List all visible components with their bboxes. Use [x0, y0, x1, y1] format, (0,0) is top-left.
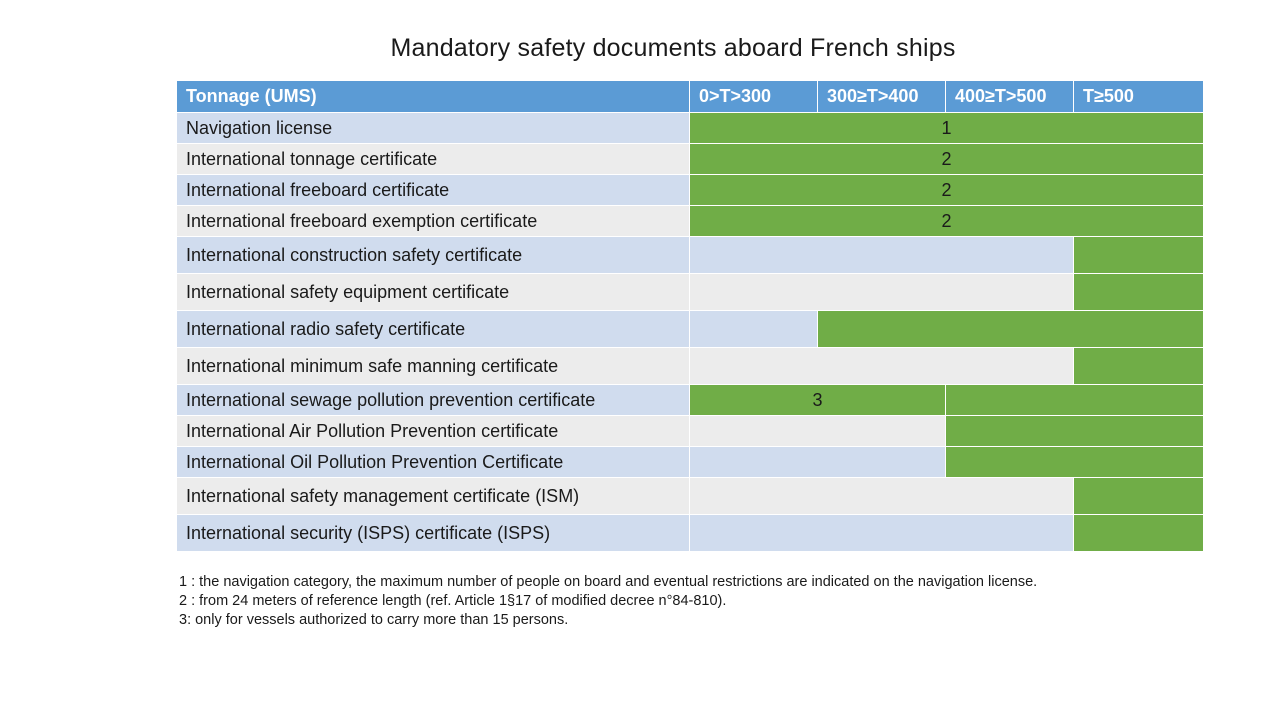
table-row: [177, 113, 1204, 144]
empty-cell: [690, 416, 946, 447]
row-label: International minimum safe manning certificate: [177, 348, 690, 385]
header-tonnage: Tonnage (UMS): [177, 81, 690, 113]
empty-cell: [690, 478, 1074, 515]
slide-title: Mandatory safety documents aboard French ships: [390, 34, 956, 62]
empty-cell: [690, 237, 1074, 274]
row-label: International Air Pollution Prevention certificate: [177, 416, 690, 447]
footnote-3: 3: only for vessels authorized to carry more than 15 persons.: [179, 612, 569, 628]
table-row: [177, 478, 1204, 515]
table-row: [177, 175, 1204, 206]
required-cell: 2: [690, 144, 1204, 175]
table-row: [177, 237, 1204, 274]
row-label: International sewage pollution prevention certificate: [177, 385, 690, 416]
row-label: International freeboard exemption certificate: [177, 206, 690, 237]
required-cell: [1074, 274, 1204, 311]
table-header-row: [177, 81, 1204, 113]
empty-cell: [690, 348, 1074, 385]
footnotes: [179, 573, 1169, 630]
empty-cell: [690, 311, 818, 348]
empty-cell: [690, 274, 1074, 311]
required-cell: [946, 447, 1204, 478]
row-label: Navigation license: [177, 113, 690, 144]
required-cell: [1074, 348, 1204, 385]
required-cell: [946, 385, 1204, 416]
required-cell: [818, 311, 1204, 348]
required-cell: 1: [690, 113, 1204, 144]
footnote-2: 2 : from 24 meters of reference length (ref. Article 1§17 of modified decree n°84-810).: [179, 593, 727, 609]
header-300-400: 300≥T>400: [818, 81, 946, 113]
table-row: [177, 447, 1204, 478]
required-cell: [1074, 478, 1204, 515]
header-400-500: 400≥T>500: [946, 81, 1074, 113]
table-row: [177, 144, 1204, 175]
required-cell: 2: [690, 175, 1204, 206]
required-cell: [946, 416, 1204, 447]
row-label: International security (ISPS) certificate (ISPS): [177, 515, 690, 552]
table-row: [177, 311, 1204, 348]
required-cell: 3: [690, 385, 946, 416]
required-cell: 2: [690, 206, 1204, 237]
table-row: [177, 385, 1204, 416]
empty-cell: [690, 447, 946, 478]
empty-cell: [690, 515, 1074, 552]
row-label: International Oil Pollution Prevention Certificate: [177, 447, 690, 478]
row-label: International safety equipment certificate: [177, 274, 690, 311]
table-row: [177, 274, 1204, 311]
safety-documents-table: [176, 80, 1204, 552]
table-row: [177, 206, 1204, 237]
required-cell: [1074, 237, 1204, 274]
row-label: International freeboard certificate: [177, 175, 690, 206]
required-cell: [1074, 515, 1204, 552]
row-label: International tonnage certificate: [177, 144, 690, 175]
table-row: [177, 348, 1204, 385]
footnote-1: 1 : the navigation category, the maximum number of people on board and eventual restrictions are indicated on the navigation license.: [179, 574, 1038, 590]
table-row: [177, 515, 1204, 552]
row-label: International safety management certificate (ISM): [177, 478, 690, 515]
row-label: International construction safety certificate: [177, 237, 690, 274]
table-row: [177, 416, 1204, 447]
row-label: International radio safety certificate: [177, 311, 690, 348]
header-0-300: 0>T>300: [690, 81, 818, 113]
header-500-plus: T≥500: [1074, 81, 1204, 113]
